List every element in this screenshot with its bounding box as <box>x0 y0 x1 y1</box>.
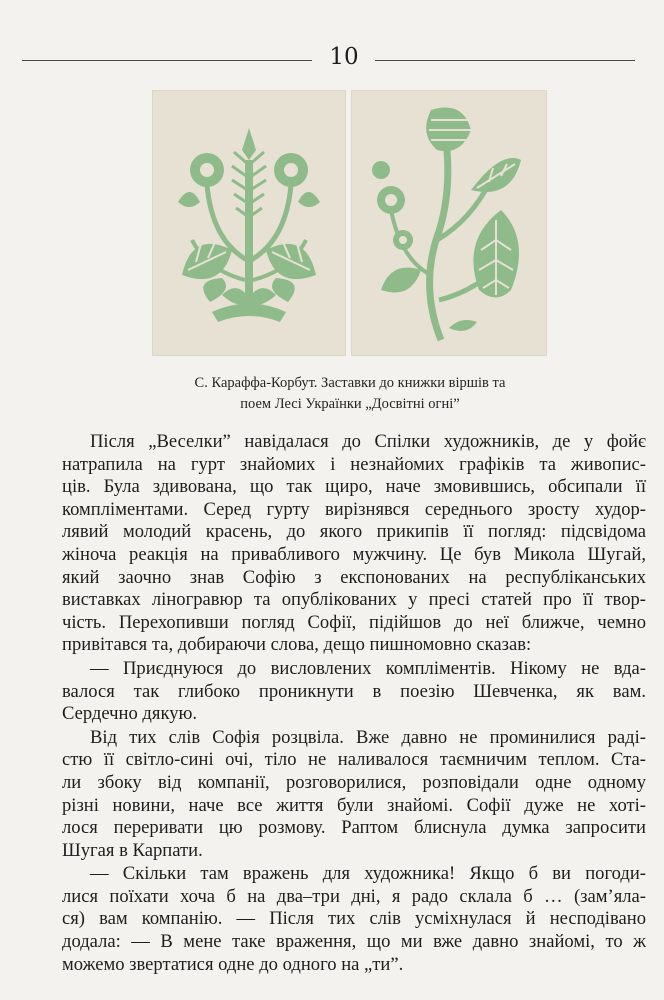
text-line: Шугая в Карпати. <box>62 839 203 861</box>
text-line: Після „Веселки” навідалася до Спілки художників, де у фойє <box>90 431 646 452</box>
text-line: стю її світло-сині очі, тіло не наливалося таємничим теплом. Ста- <box>62 749 646 771</box>
illustration-right <box>351 90 547 356</box>
paragraph-3 <box>62 727 646 863</box>
text-line: — Приєднуюся до висловлених компліментів. Нікому не вда- <box>90 657 646 679</box>
text-line: виставках ліногравюр та опублікованих у пресі статей про її твор- <box>62 589 646 611</box>
floral-ornament-left-image <box>152 90 346 356</box>
text-line: привітався та, добираючи слова, дещо пишномовно сказав: <box>62 634 532 656</box>
floral-ornament-right-image <box>351 90 547 356</box>
text-line: додала: — В мене таке враження, що ми вже давно знайомі, то ж <box>62 931 646 953</box>
text-line: лося переривати цю розмову. Раптом блиснула думка запросити <box>62 817 646 839</box>
text-line: Від тих слів Софія розцвіла. Вже давно не проминилися раді- <box>90 726 646 748</box>
page-number: 10 <box>329 44 359 70</box>
text-line: можемо звертатися одне до одного на „ти”. <box>62 953 404 975</box>
illustration-left <box>152 90 346 356</box>
text-line: ся) вам компанію. — Після тих слів усміхнулася й несподівано <box>62 908 646 930</box>
caption-line-2: поем Лесі Українки „Досвітні огні” <box>240 396 460 412</box>
text-line: чість. Перехопивши погляд Софії, підійшов до неї ближче, чемно <box>62 611 646 633</box>
header-rule-right <box>375 60 635 61</box>
text-line: ців. Була здивована, що так щиро, наче змовившись, обсипали її <box>62 476 646 498</box>
text-line: — Скільки там вражень для художника! Якщо б ви погоди- <box>90 863 646 885</box>
paragraph-4 <box>62 863 646 976</box>
caption-line-1: С. Караффа-Корбут. Заставки до книжки віршів та <box>194 375 506 391</box>
paragraph-1 <box>62 431 646 657</box>
figure-caption <box>150 373 550 415</box>
text-line: компліментами. Серед гурту вирізнявся середнього зросту худор- <box>62 498 646 520</box>
text-line: різні новини, наче все життя були знайомі. Софії дуже не хоті- <box>62 794 646 816</box>
text-line: який заочно знав Софію з експонованих на республіканських <box>62 566 646 588</box>
text-line: жіноча реакція на привабливого мужчину. Це був Микола Шугай, <box>62 543 646 565</box>
text-line: лявий молодий красень, до якого прикипів її погляд: підсвідома <box>62 521 646 543</box>
paragraph-2 <box>62 658 646 726</box>
text-line: лися поїхати хоча б на два–три дні, я радо склала б … (зам’ялa- <box>62 885 646 907</box>
text-line: ли збоку від компанії, розговорилися, розповідали одне одному <box>62 771 646 793</box>
text-line: Сердечно дякую. <box>62 703 198 725</box>
header-rule-left <box>22 60 312 61</box>
text-line: натрапила на гурт знайомих і незнайомих графіків та живопис- <box>62 453 646 475</box>
body-text <box>62 431 646 977</box>
text-line: валося так глибоко проникнути в поезію Шевченка, як вам. <box>62 680 646 702</box>
